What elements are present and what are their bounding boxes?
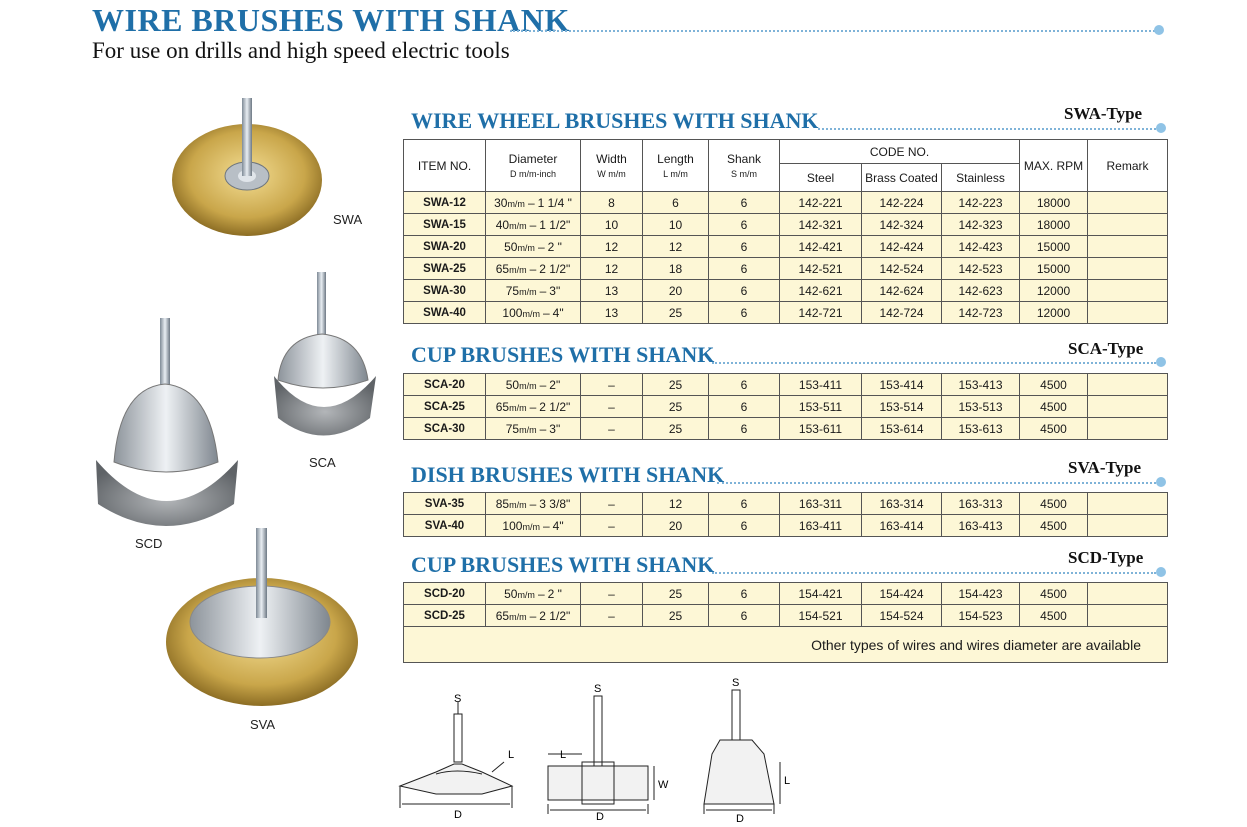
- remark-cell: [1088, 515, 1168, 537]
- table-row: [404, 583, 1168, 605]
- sca-table: [403, 373, 1168, 440]
- stainless-code-cell: 142-323: [942, 214, 1020, 236]
- remark-cell: [1088, 214, 1168, 236]
- item-no-cell: SWA-30: [404, 280, 486, 302]
- brass-code-cell: 142-324: [862, 214, 942, 236]
- max-rpm-cell: 15000: [1020, 236, 1088, 258]
- item-no-cell: SCA-20: [404, 374, 486, 396]
- page-subtitle: For use on drills and high speed electric tools: [92, 38, 510, 63]
- diameter-cell: 50m/m – 2": [486, 374, 581, 396]
- dish-brush-dimension-diagram: [396, 692, 532, 822]
- width-cell: –: [581, 493, 643, 515]
- table-row: [404, 396, 1168, 418]
- max-rpm-cell: 4500: [1020, 374, 1088, 396]
- length-cell: 6: [643, 192, 709, 214]
- brass-code-cell: 142-424: [862, 236, 942, 258]
- item-no-cell: SWA-40: [404, 302, 486, 324]
- shank-cell: 6: [709, 515, 780, 537]
- shank-cell: 6: [709, 192, 780, 214]
- diameter-cell: 75m/m – 3": [486, 280, 581, 302]
- width-cell: 10: [581, 214, 643, 236]
- max-rpm-cell: 12000: [1020, 302, 1088, 324]
- table-row: [404, 192, 1168, 214]
- table-row: [404, 214, 1168, 236]
- diameter-cell: 50m/m – 2 ": [486, 583, 581, 605]
- remark-cell: [1088, 192, 1168, 214]
- diameter-cell: 100m/m – 4": [486, 302, 581, 324]
- swa-rows: [404, 192, 1168, 324]
- type-label-scd: SCD-Type: [1068, 548, 1144, 567]
- shank-cell: 6: [709, 236, 780, 258]
- stainless-code-cell: 163-313: [942, 493, 1020, 515]
- brass-code-cell: 142-224: [862, 192, 942, 214]
- section-divider-dot-sva: [1156, 477, 1166, 487]
- table-row: [404, 374, 1168, 396]
- header-stainless: Stainless: [942, 164, 1020, 192]
- table-row: [404, 515, 1168, 537]
- sca-rows: [404, 374, 1168, 440]
- diagram-label-s: S: [732, 677, 740, 689]
- diameter-cell: 50m/m – 2 ": [486, 236, 581, 258]
- header-remark: Remark: [1088, 140, 1168, 192]
- shank-cell: 6: [709, 214, 780, 236]
- remark-cell: [1088, 302, 1168, 324]
- diagram-label-s: S: [594, 683, 602, 695]
- shank-cell: 6: [709, 493, 780, 515]
- table-row: [404, 258, 1168, 280]
- shank-cell: 6: [709, 605, 780, 627]
- remark-cell: [1088, 258, 1168, 280]
- item-no-cell: SCA-30: [404, 418, 486, 440]
- section-divider-dot-swa: [1156, 123, 1166, 133]
- diameter-cell: 100m/m – 4": [486, 515, 581, 537]
- stainless-code-cell: 142-623: [942, 280, 1020, 302]
- steel-code-cell: 142-621: [780, 280, 862, 302]
- diameter-cell: 40m/m – 1 1/2": [486, 214, 581, 236]
- diameter-cell: 30m/m – 1 1/4 ": [486, 192, 581, 214]
- stainless-code-cell: 153-613: [942, 418, 1020, 440]
- width-cell: 13: [581, 302, 643, 324]
- max-rpm-cell: 4500: [1020, 583, 1088, 605]
- width-cell: –: [581, 374, 643, 396]
- sva-table: [403, 492, 1168, 537]
- stainless-code-cell: 163-413: [942, 515, 1020, 537]
- photo-label-sva: SVA: [250, 717, 276, 732]
- section-title-sca: CUP BRUSHES WITH SHANK: [411, 342, 715, 367]
- remark-cell: [1088, 280, 1168, 302]
- brass-code-cell: 153-514: [862, 396, 942, 418]
- section-divider-swa: [818, 128, 1156, 130]
- table-row: [404, 605, 1168, 627]
- max-rpm-cell: 15000: [1020, 258, 1088, 280]
- title-divider-dot: [1154, 25, 1164, 35]
- swa-table: [403, 139, 1168, 324]
- swa-brush-image: [160, 90, 340, 250]
- max-rpm-cell: 18000: [1020, 192, 1088, 214]
- shank-cell: 6: [709, 280, 780, 302]
- width-cell: 12: [581, 236, 643, 258]
- item-no-cell: SCD-25: [404, 605, 486, 627]
- diagram-label-d: D: [596, 811, 604, 820]
- section-divider-sva: [717, 482, 1156, 484]
- item-no-cell: SWA-20: [404, 236, 486, 258]
- stainless-code-cell: 142-523: [942, 258, 1020, 280]
- brass-code-cell: 154-524: [862, 605, 942, 627]
- diagram-label-l: L: [508, 749, 515, 761]
- max-rpm-cell: 4500: [1020, 493, 1088, 515]
- steel-code-cell: 154-521: [780, 605, 862, 627]
- diagram-label-s: S: [454, 693, 462, 705]
- length-cell: 18: [643, 258, 709, 280]
- header-code-no: CODE NO.: [780, 140, 1020, 164]
- section-title-scd: CUP BRUSHES WITH SHANK: [411, 552, 715, 577]
- steel-code-cell: 142-421: [780, 236, 862, 258]
- scd-table: [403, 582, 1168, 663]
- stainless-code-cell: 154-523: [942, 605, 1020, 627]
- diagram-label-w: W: [658, 779, 669, 791]
- diameter-cell: 65m/m – 2 1/2": [486, 258, 581, 280]
- header-length: Length L m/m: [643, 140, 709, 192]
- table-row: [404, 236, 1168, 258]
- table-row: [404, 280, 1168, 302]
- length-cell: 20: [643, 515, 709, 537]
- length-cell: 12: [643, 493, 709, 515]
- type-label-swa: SWA-Type: [1064, 104, 1143, 123]
- type-label-sca: SCA-Type: [1068, 339, 1144, 358]
- length-cell: 25: [643, 583, 709, 605]
- diagram-label-d: D: [736, 813, 744, 824]
- wheel-brush-dimension-diagram: [542, 680, 672, 820]
- width-cell: 13: [581, 280, 643, 302]
- item-no-cell: SWA-25: [404, 258, 486, 280]
- header-brass: Brass Coated: [862, 164, 942, 192]
- header-diameter: Diameter D m/m-inch: [486, 140, 581, 192]
- table-row: [404, 418, 1168, 440]
- stainless-code-cell: 153-513: [942, 396, 1020, 418]
- brass-code-cell: 153-414: [862, 374, 942, 396]
- diameter-cell: 65m/m – 2 1/2": [486, 396, 581, 418]
- shank-cell: 6: [709, 418, 780, 440]
- stainless-code-cell: 154-423: [942, 583, 1020, 605]
- section-divider-dot-sca: [1156, 357, 1166, 367]
- width-cell: –: [581, 396, 643, 418]
- stainless-code-cell: 142-723: [942, 302, 1020, 324]
- length-cell: 25: [643, 302, 709, 324]
- section-divider-dot-scd: [1156, 567, 1166, 577]
- remark-cell: [1088, 493, 1168, 515]
- availability-note: Other types of wires and wires diameter are available: [404, 627, 1168, 663]
- shank-cell: 6: [709, 396, 780, 418]
- length-cell: 25: [643, 396, 709, 418]
- length-cell: 20: [643, 280, 709, 302]
- type-label-sva: SVA-Type: [1068, 458, 1142, 477]
- width-cell: –: [581, 515, 643, 537]
- stainless-code-cell: 142-223: [942, 192, 1020, 214]
- header-max-rpm: MAX. RPM: [1020, 140, 1088, 192]
- steel-code-cell: 142-721: [780, 302, 862, 324]
- photo-label-sca: SCA: [309, 455, 336, 470]
- scd-rows: [404, 583, 1168, 627]
- steel-code-cell: 153-411: [780, 374, 862, 396]
- diagram-label-l: L: [560, 749, 567, 761]
- diagram-label-l: L: [784, 775, 791, 787]
- width-cell: 8: [581, 192, 643, 214]
- page-title: WIRE BRUSHES WITH SHANK: [92, 2, 570, 38]
- length-cell: 25: [643, 374, 709, 396]
- max-rpm-cell: 4500: [1020, 396, 1088, 418]
- section-divider-scd: [712, 572, 1156, 574]
- remark-cell: [1088, 374, 1168, 396]
- steel-code-cell: 142-521: [780, 258, 862, 280]
- header-steel: Steel: [780, 164, 862, 192]
- diameter-cell: 65m/m – 2 1/2": [486, 605, 581, 627]
- steel-code-cell: 154-421: [780, 583, 862, 605]
- table-row: [404, 493, 1168, 515]
- header-shank: Shank S m/m: [709, 140, 780, 192]
- diagram-label-d: D: [454, 809, 462, 821]
- width-cell: –: [581, 418, 643, 440]
- max-rpm-cell: 4500: [1020, 418, 1088, 440]
- shank-cell: 6: [709, 258, 780, 280]
- scd-brush-image: [86, 312, 246, 532]
- max-rpm-cell: 4500: [1020, 605, 1088, 627]
- steel-code-cell: 163-411: [780, 515, 862, 537]
- brass-code-cell: 163-314: [862, 493, 942, 515]
- width-cell: –: [581, 605, 643, 627]
- photo-label-swa: SWA: [333, 212, 363, 227]
- section-divider-sca: [712, 362, 1156, 364]
- brass-code-cell: 163-414: [862, 515, 942, 537]
- remark-cell: [1088, 605, 1168, 627]
- width-cell: –: [581, 583, 643, 605]
- shank-cell: 6: [709, 583, 780, 605]
- max-rpm-cell: 12000: [1020, 280, 1088, 302]
- brass-code-cell: 153-614: [862, 418, 942, 440]
- header-item-no: ITEM NO.: [404, 140, 486, 192]
- sva-rows: [404, 493, 1168, 537]
- title-divider: [510, 30, 1155, 32]
- steel-code-cell: 142-321: [780, 214, 862, 236]
- diameter-cell: 85m/m – 3 3/8": [486, 493, 581, 515]
- section-title-sva: DISH BRUSHES WITH SHANK: [411, 462, 725, 487]
- section-title-swa: WIRE WHEEL BRUSHES WITH SHANK: [411, 108, 819, 133]
- steel-code-cell: 153-511: [780, 396, 862, 418]
- sca-brush-image: [258, 268, 388, 438]
- steel-code-cell: 163-311: [780, 493, 862, 515]
- cup-brush-dimension-diagram: [700, 674, 800, 824]
- max-rpm-cell: 4500: [1020, 515, 1088, 537]
- item-no-cell: SCA-25: [404, 396, 486, 418]
- shank-cell: 6: [709, 374, 780, 396]
- length-cell: 25: [643, 605, 709, 627]
- remark-cell: [1088, 396, 1168, 418]
- diameter-cell: 75m/m – 3": [486, 418, 581, 440]
- remark-cell: [1088, 418, 1168, 440]
- remark-cell: [1088, 583, 1168, 605]
- length-cell: 10: [643, 214, 709, 236]
- brass-code-cell: 142-524: [862, 258, 942, 280]
- item-no-cell: SWA-15: [404, 214, 486, 236]
- stainless-code-cell: 153-413: [942, 374, 1020, 396]
- header-width: Width W m/m: [581, 140, 643, 192]
- length-cell: 25: [643, 418, 709, 440]
- remark-cell: [1088, 236, 1168, 258]
- item-no-cell: SVA-40: [404, 515, 486, 537]
- steel-code-cell: 142-221: [780, 192, 862, 214]
- sva-brush-image: [160, 524, 365, 714]
- table-row: [404, 302, 1168, 324]
- brass-code-cell: 154-424: [862, 583, 942, 605]
- photo-label-scd: SCD: [135, 536, 163, 551]
- brass-code-cell: 142-724: [862, 302, 942, 324]
- stainless-code-cell: 142-423: [942, 236, 1020, 258]
- item-no-cell: SCD-20: [404, 583, 486, 605]
- width-cell: 12: [581, 258, 643, 280]
- steel-code-cell: 153-611: [780, 418, 862, 440]
- item-no-cell: SVA-35: [404, 493, 486, 515]
- brass-code-cell: 142-624: [862, 280, 942, 302]
- shank-cell: 6: [709, 302, 780, 324]
- length-cell: 12: [643, 236, 709, 258]
- item-no-cell: SWA-12: [404, 192, 486, 214]
- max-rpm-cell: 18000: [1020, 214, 1088, 236]
